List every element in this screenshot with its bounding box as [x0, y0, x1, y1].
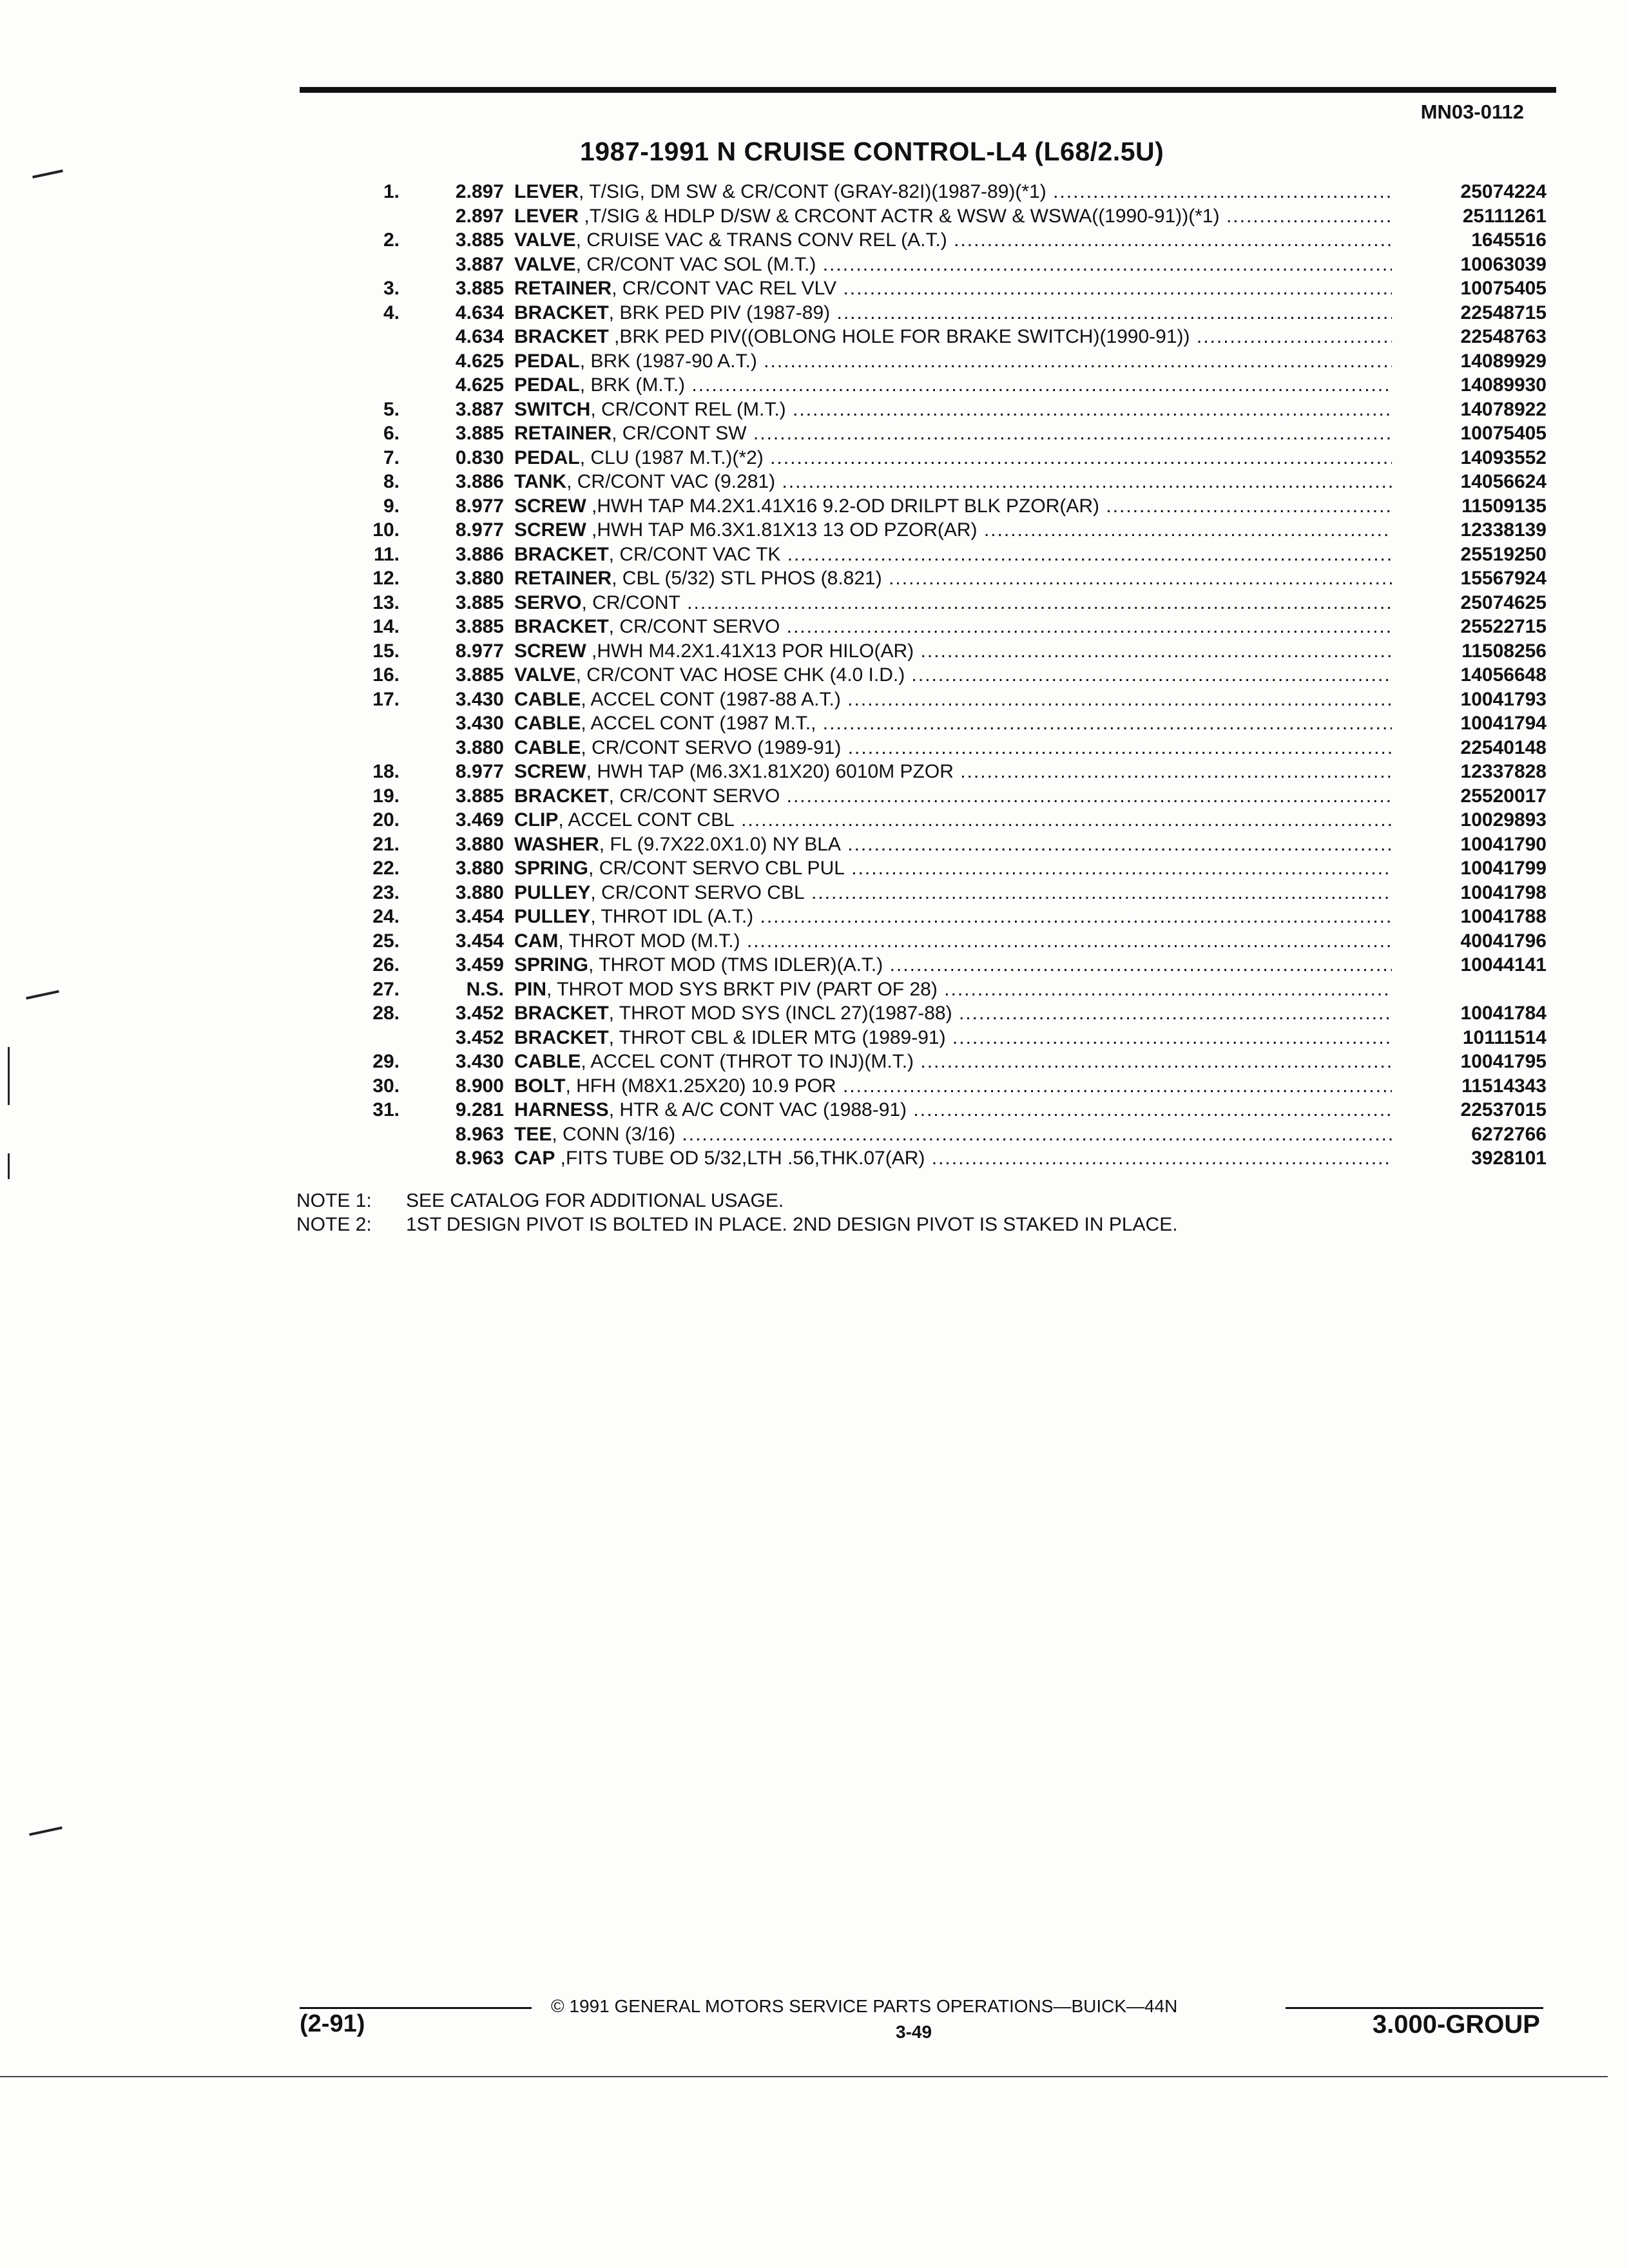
part-number: 10041793 — [1460, 688, 1547, 710]
part-row — [335, 663, 1547, 687]
part-description — [514, 977, 1392, 1002]
part-spec: ,FITS TUBE OD 5/32,LTH .56,THK.07(AR) — [555, 1148, 925, 1169]
part-name: CABLE — [514, 736, 581, 758]
part-row — [335, 543, 1547, 567]
part-row — [335, 1098, 1547, 1122]
part-number: 10041790 — [1460, 833, 1547, 855]
part-row — [335, 832, 1547, 857]
part-spec: , BRK (1987-90 A.T.) — [579, 350, 757, 372]
item-number: 4. — [383, 302, 400, 323]
parts-list — [335, 180, 1547, 1171]
part-name: HARNESS — [514, 1099, 609, 1120]
part-name: PIN — [514, 978, 547, 1000]
part-row — [335, 1122, 1547, 1147]
group-number: 3.887 — [455, 253, 504, 275]
part-name: CAP — [514, 1148, 555, 1169]
part-row — [335, 276, 1547, 301]
part-row — [335, 905, 1547, 929]
part-number: 22548763 — [1460, 326, 1547, 347]
part-description — [514, 784, 1392, 809]
part-description — [514, 1050, 1392, 1074]
part-description — [514, 1026, 1392, 1050]
part-row — [335, 711, 1547, 736]
part-description — [514, 639, 1392, 664]
part-row — [335, 591, 1547, 615]
footer-date-code: (2-91) — [300, 2010, 365, 2037]
part-description — [514, 856, 1392, 881]
group-number: 3.886 — [455, 543, 504, 565]
group-number: 8.977 — [455, 495, 504, 517]
part-name: SCREW — [514, 640, 586, 662]
group-number: 3.885 — [455, 785, 504, 807]
scan-mark — [8, 1047, 10, 1105]
part-description — [514, 398, 1392, 422]
part-spec: , CR/CONT SERVO CBL — [590, 881, 805, 903]
item-number: 9. — [383, 495, 400, 517]
item-number: 19. — [372, 785, 400, 807]
part-spec: , BRK (M.T.) — [579, 374, 686, 396]
item-number: 3. — [383, 278, 400, 299]
part-description — [514, 881, 1392, 905]
part-name: SWITCH — [514, 398, 591, 420]
part-spec: , CONN (3/16) — [552, 1123, 676, 1145]
part-name: PEDAL — [514, 350, 580, 372]
part-number: 22548715 — [1460, 302, 1547, 323]
part-spec: , CLU (1987 M.T.)(*2) — [579, 447, 764, 468]
part-number: 22540148 — [1460, 736, 1547, 758]
part-row — [335, 253, 1547, 277]
group-number: 2.897 — [455, 205, 504, 227]
part-row — [335, 929, 1547, 954]
part-description — [514, 180, 1392, 204]
part-number: 25519250 — [1460, 543, 1547, 565]
item-number: 31. — [372, 1099, 400, 1120]
item-number: 27. — [372, 978, 400, 1000]
part-number: 14093552 — [1460, 447, 1547, 468]
part-number: 10041799 — [1460, 858, 1547, 879]
part-row — [335, 760, 1547, 784]
part-spec: , CR/CONT REL (M.T.) — [590, 398, 786, 420]
part-spec: , THROT MOD SYS (INCL 27)(1987-88) — [608, 1003, 952, 1024]
part-description — [514, 1001, 1392, 1026]
scan-mark — [8, 1153, 10, 1179]
part-number: 25520017 — [1460, 785, 1547, 807]
group-number: 3.454 — [455, 930, 504, 952]
part-spec: , BRK PED PIV (1987-89) — [608, 302, 831, 323]
part-number: 22537015 — [1460, 1099, 1547, 1120]
part-description — [514, 711, 1392, 736]
part-row — [335, 856, 1547, 881]
part-name: SCREW — [514, 519, 586, 541]
group-number: 8.977 — [455, 519, 504, 541]
part-description — [514, 518, 1392, 543]
part-name: SPRING — [514, 954, 589, 975]
part-number: 10041784 — [1460, 1003, 1547, 1024]
part-number: 14056624 — [1460, 471, 1547, 492]
part-number: 10111514 — [1462, 1026, 1547, 1048]
part-number: 10041788 — [1460, 906, 1547, 927]
part-name: LEVER — [514, 205, 579, 227]
part-description — [514, 591, 1392, 615]
group-number: 3.454 — [455, 906, 504, 927]
note-line — [296, 1189, 1178, 1213]
group-number: 3.469 — [455, 809, 504, 831]
item-number: 1. — [383, 181, 400, 202]
part-number: 25522715 — [1460, 616, 1547, 637]
part-number: 12338139 — [1460, 519, 1547, 541]
part-spec: , THROT MOD SYS BRKT PIV (PART OF 28) — [546, 978, 938, 1000]
part-row — [335, 398, 1547, 422]
group-number: 3.885 — [455, 591, 504, 613]
part-row — [335, 373, 1547, 398]
part-description — [514, 663, 1392, 687]
part-spec: ,T/SIG & HDLP D/SW & CRCONT ACTR & WSW & WSWA((1990-91))(*1) — [579, 205, 1220, 227]
part-description — [514, 301, 1392, 325]
part-description — [514, 543, 1392, 567]
item-number: 8. — [383, 471, 400, 492]
part-number: 14078922 — [1460, 398, 1547, 420]
part-spec: , CR/CONT VAC (9.281) — [566, 471, 776, 492]
group-number: 3.886 — [455, 471, 504, 492]
group-number: 3.430 — [455, 1051, 504, 1072]
part-row — [335, 1074, 1547, 1099]
group-number: 3.880 — [455, 736, 504, 758]
part-row — [335, 518, 1547, 543]
item-number: 26. — [372, 954, 400, 975]
item-number: 7. — [383, 447, 400, 468]
group-number: 2.897 — [455, 181, 504, 202]
part-number: 40041796 — [1460, 930, 1547, 952]
part-description — [514, 253, 1392, 277]
note-label: NOTE 2: — [296, 1214, 372, 1235]
part-description — [514, 808, 1392, 832]
item-number: 17. — [372, 688, 400, 710]
part-spec: , CR/CONT VAC TK — [608, 543, 781, 565]
part-description — [514, 1098, 1392, 1122]
group-number: 8.963 — [455, 1148, 504, 1169]
part-number: 14056648 — [1460, 664, 1547, 686]
part-row — [335, 881, 1547, 905]
part-description — [514, 953, 1392, 977]
part-row — [335, 1001, 1547, 1026]
part-spec: , ACCEL CONT CBL — [558, 809, 735, 831]
part-spec: , THROT MOD (M.T.) — [558, 930, 740, 952]
part-spec: , CR/CONT SERVO (1989-91) — [581, 736, 842, 758]
part-name: TANK — [514, 471, 567, 492]
group-number: 3.459 — [455, 954, 504, 975]
part-name: WASHER — [514, 833, 599, 855]
item-number: 24. — [372, 906, 400, 927]
note-text: 1ST DESIGN PIVOT IS BOLTED IN PLACE. 2ND DESIGN PIVOT IS STAKED IN PLACE. — [406, 1214, 1178, 1235]
part-number: 25074224 — [1460, 181, 1547, 202]
group-number: 3.452 — [455, 1003, 504, 1024]
part-name: BRACKET — [514, 1026, 609, 1048]
part-row — [335, 349, 1547, 374]
group-number: 3.885 — [455, 423, 504, 444]
part-number: 25111261 — [1462, 205, 1547, 227]
part-description — [514, 494, 1392, 519]
group-number: 3.885 — [455, 278, 504, 299]
item-number: 20. — [372, 809, 400, 831]
part-number: 3928101 — [1471, 1148, 1547, 1169]
part-number: 10075405 — [1460, 423, 1547, 444]
part-spec: , CR/CONT VAC SOL (M.T.) — [575, 253, 816, 275]
part-spec: , CBL (5/32) STL PHOS (8.821) — [612, 568, 882, 589]
part-spec: ,HWH TAP M4.2X1.41X16 9.2-OD DRILPT BLK PZOR(AR) — [586, 495, 1100, 517]
part-spec: , FL (9.7X22.0X1.0) NY BLA — [599, 833, 841, 855]
part-description — [514, 615, 1392, 639]
group-number: 3.887 — [455, 398, 504, 420]
part-spec: , CR/CONT — [581, 591, 680, 613]
part-spec: , HTR & A/C CONT VAC (1988-91) — [608, 1099, 907, 1120]
part-name: LEVER — [514, 181, 579, 202]
part-description — [514, 349, 1392, 374]
part-spec: , CR/CONT SERVO — [608, 785, 780, 807]
part-name: BRACKET — [514, 302, 609, 323]
part-row — [335, 1146, 1547, 1171]
part-description — [514, 832, 1392, 857]
part-number: 25074625 — [1460, 591, 1547, 613]
part-description — [514, 905, 1392, 929]
part-name: RETAINER — [514, 423, 612, 444]
part-row — [335, 301, 1547, 325]
group-number: 3.452 — [455, 1026, 504, 1048]
item-number: 25. — [372, 930, 400, 952]
scan-mark — [29, 1827, 63, 1836]
part-spec: , ACCEL CONT (THROT TO INJ)(M.T.) — [581, 1051, 914, 1072]
part-name: CABLE — [514, 713, 581, 734]
item-number: 13. — [372, 591, 400, 613]
item-number: 2. — [383, 229, 400, 251]
part-name: BRACKET — [514, 543, 609, 565]
note-line — [296, 1213, 1178, 1236]
part-number: 10063039 — [1460, 253, 1547, 275]
part-description — [514, 1074, 1392, 1099]
item-number: 14. — [372, 616, 400, 637]
part-row — [335, 566, 1547, 591]
part-row — [335, 736, 1547, 760]
part-name: SPRING — [514, 858, 589, 879]
part-name: SCREW — [514, 495, 586, 517]
part-description — [514, 929, 1392, 954]
group-number: 0.830 — [455, 447, 504, 468]
part-number: 11508256 — [1461, 640, 1547, 662]
item-number: 16. — [372, 664, 400, 686]
part-name: CABLE — [514, 688, 581, 710]
note-label: NOTE 1: — [296, 1190, 372, 1211]
part-name: BRACKET — [514, 326, 609, 347]
group-number: 3.880 — [455, 568, 504, 589]
part-name: VALVE — [514, 664, 576, 686]
part-row — [335, 470, 1547, 494]
part-spec: , CRUISE VAC & TRANS CONV REL (A.T.) — [575, 229, 947, 251]
item-number: 18. — [372, 761, 400, 782]
group-number: 8.977 — [455, 640, 504, 662]
part-name: CABLE — [514, 1051, 581, 1072]
group-number: N.S. — [466, 978, 504, 1000]
part-spec: , ACCEL CONT (1987 M.T., — [581, 713, 816, 734]
part-number: 11509135 — [1461, 495, 1547, 517]
part-description — [514, 1146, 1392, 1171]
item-number: 30. — [372, 1075, 400, 1097]
part-description — [514, 566, 1392, 591]
part-name: BRACKET — [514, 616, 609, 637]
part-number: 11514343 — [1461, 1075, 1547, 1097]
part-description — [514, 1122, 1392, 1147]
note-text: SEE CATALOG FOR ADDITIONAL USAGE. — [406, 1190, 784, 1211]
part-spec: , CR/CONT SERVO — [608, 616, 780, 637]
part-row — [335, 446, 1547, 470]
part-name: RETAINER — [514, 568, 612, 589]
group-number: 4.634 — [455, 326, 504, 347]
notes-section — [296, 1189, 1178, 1236]
part-spec: , T/SIG, DM SW & CR/CONT (GRAY-82I)(1987-89)(*1) — [579, 181, 1046, 202]
group-number: 3.880 — [455, 833, 504, 855]
part-row — [335, 1026, 1547, 1050]
group-number: 4.625 — [455, 350, 504, 372]
item-number: 6. — [383, 423, 400, 444]
part-number: 6272766 — [1471, 1123, 1547, 1145]
footer-copyright: © 1991 GENERAL MOTORS SERVICE PARTS OPERATIONS—BUICK—44N — [551, 1996, 1178, 2016]
part-row — [335, 494, 1547, 519]
group-number: 3.885 — [455, 229, 504, 251]
part-name: PEDAL — [514, 447, 580, 468]
part-spec: , CR/CONT SERVO CBL PUL — [588, 858, 845, 879]
part-number: 15567924 — [1460, 568, 1547, 589]
part-row — [335, 808, 1547, 832]
part-spec: , THROT MOD (TMS IDLER)(A.T.) — [588, 954, 883, 975]
part-row — [335, 977, 1547, 1002]
group-number: 3.430 — [455, 688, 504, 710]
item-number: 29. — [372, 1051, 400, 1072]
part-name: BOLT — [514, 1075, 566, 1097]
part-spec: , CR/CONT VAC HOSE CHK (4.0 I.D.) — [575, 664, 905, 686]
footer-rule-right — [1286, 2007, 1543, 2009]
part-description — [514, 204, 1392, 229]
top-rule — [300, 87, 1556, 93]
part-spec: , ACCEL CONT (1987-88 A.T.) — [581, 688, 841, 710]
part-number: 14089930 — [1460, 374, 1547, 396]
part-description — [514, 421, 1392, 446]
part-number: 10041798 — [1460, 881, 1547, 903]
part-spec: , THROT CBL & IDLER MTG (1989-91) — [608, 1026, 946, 1048]
part-row — [335, 687, 1547, 712]
page-title: 1987-1991 N CRUISE CONTROL-L4 (L68/2.5U) — [580, 137, 1164, 166]
item-number: 15. — [372, 640, 400, 662]
bottom-rule — [0, 2076, 1608, 2077]
part-spec: , THROT IDL (A.T.) — [590, 906, 754, 927]
part-description — [514, 373, 1392, 398]
scan-mark — [32, 169, 63, 178]
part-number: 10044141 — [1460, 954, 1547, 975]
part-spec: ,HWH TAP M6.3X1.81X13 13 OD PZOR(AR) — [586, 519, 978, 541]
part-spec: , HFH (M8X1.25X20) 10.9 POR — [565, 1075, 836, 1097]
part-row — [335, 953, 1547, 977]
part-name: SCREW — [514, 761, 586, 782]
part-name: RETAINER — [514, 278, 612, 299]
part-name: TEE — [514, 1123, 552, 1145]
group-number: 8.900 — [455, 1075, 504, 1097]
item-number: 23. — [372, 881, 400, 903]
part-name: SERVO — [514, 591, 582, 613]
group-number: 8.963 — [455, 1123, 504, 1145]
part-name: PEDAL — [514, 374, 580, 396]
part-description — [514, 276, 1392, 301]
part-name: PULLEY — [514, 881, 591, 903]
part-number: 10041795 — [1460, 1051, 1547, 1072]
part-name: CAM — [514, 930, 559, 952]
part-description — [514, 760, 1392, 784]
item-number: 22. — [372, 858, 400, 879]
part-row — [335, 180, 1547, 204]
part-spec: , HWH TAP (M6.3X1.81X20) 6010M PZOR — [586, 761, 954, 782]
part-row — [335, 204, 1547, 229]
part-name: BRACKET — [514, 1003, 609, 1024]
group-number: 3.430 — [455, 713, 504, 734]
group-number: 4.634 — [455, 302, 504, 323]
group-number: 3.880 — [455, 858, 504, 879]
item-number: 11. — [373, 543, 400, 565]
part-row — [335, 784, 1547, 809]
document-code: MN03-0112 — [1420, 101, 1524, 123]
part-name: VALVE — [514, 253, 576, 275]
group-number: 3.885 — [455, 616, 504, 637]
item-number: 12. — [372, 568, 400, 589]
part-description — [514, 470, 1392, 494]
part-description — [514, 446, 1392, 470]
item-number: 21. — [372, 833, 400, 855]
footer-rule-left — [300, 2007, 532, 2009]
part-number: 14089929 — [1460, 350, 1547, 372]
part-spec: ,HWH M4.2X1.41X13 POR HILO(AR) — [586, 640, 914, 662]
item-number: 10. — [372, 519, 400, 541]
part-name: BRACKET — [514, 785, 609, 807]
part-row — [335, 615, 1547, 639]
footer-group-code: 3.000-GROUP — [1372, 2010, 1540, 2039]
part-name: PULLEY — [514, 906, 591, 927]
part-spec: , CR/CONT SW — [612, 423, 747, 444]
part-number: 10041794 — [1460, 713, 1547, 734]
part-row — [335, 639, 1547, 664]
part-spec: , CR/CONT VAC REL VLV — [612, 278, 837, 299]
group-number: 3.880 — [455, 881, 504, 903]
part-description — [514, 228, 1392, 253]
scan-mark — [26, 990, 59, 1000]
part-name: CLIP — [514, 809, 559, 831]
part-description — [514, 736, 1392, 760]
part-number: 10029893 — [1460, 809, 1547, 831]
part-number: 10075405 — [1460, 278, 1547, 299]
page-number: 3-49 — [896, 2022, 932, 2042]
group-number: 8.977 — [455, 761, 504, 782]
group-number: 4.625 — [455, 374, 504, 396]
group-number: 3.885 — [455, 664, 504, 686]
part-row — [335, 1050, 1547, 1074]
part-number: 1645516 — [1471, 229, 1547, 251]
part-number: 12337828 — [1460, 761, 1547, 782]
item-number: 28. — [372, 1003, 400, 1024]
part-row — [335, 325, 1547, 349]
part-description — [514, 687, 1392, 712]
part-row — [335, 228, 1547, 253]
group-number: 9.281 — [455, 1099, 504, 1120]
part-description — [514, 325, 1392, 349]
part-row — [335, 421, 1547, 446]
part-name: VALVE — [514, 229, 576, 251]
item-number: 5. — [383, 398, 400, 420]
part-spec: ,BRK PED PIV((OBLONG HOLE FOR BRAKE SWITCH)(1990-91)) — [608, 326, 1190, 347]
